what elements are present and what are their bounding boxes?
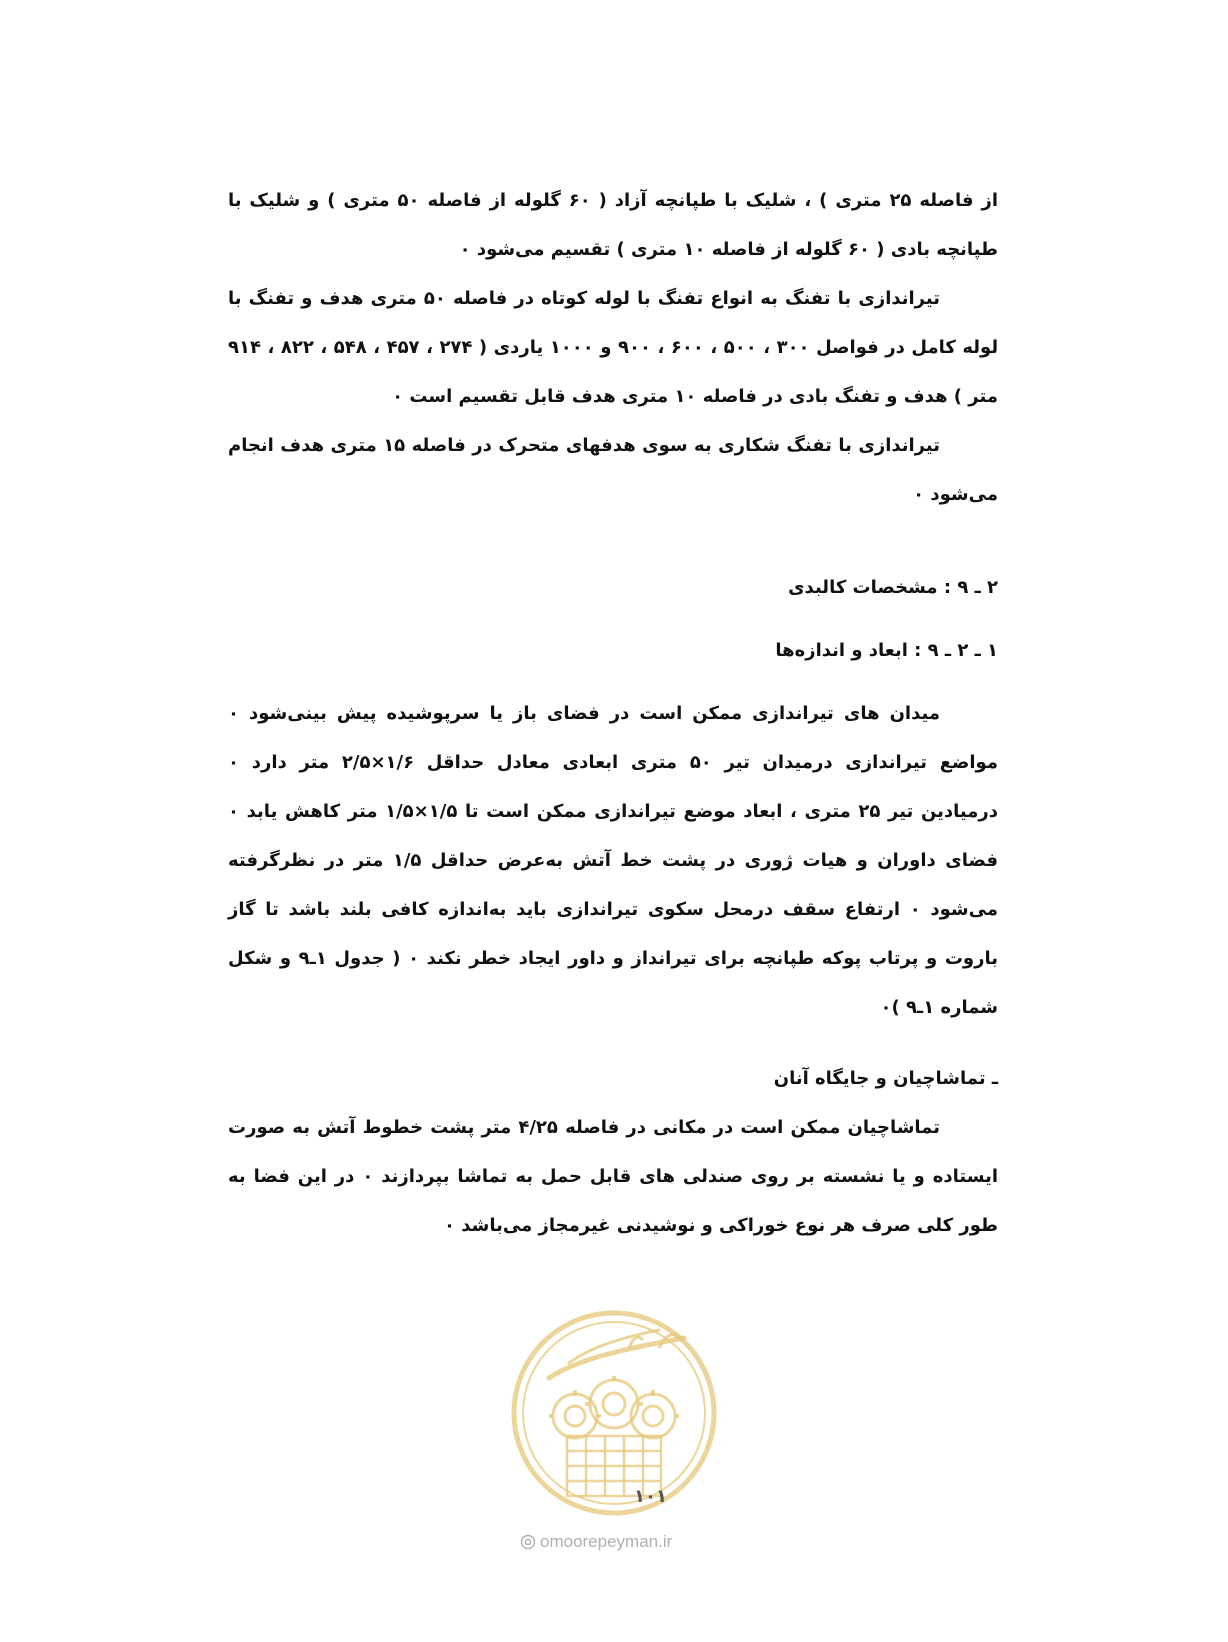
- paragraph-shotgun-shooting: تیراندازی با تفنگ شکاری به سوی هدفهای متحرک در فاصله ۱۵ متری هدف انجام می‌شود ۰: [228, 435, 998, 505]
- seal-logo-icon: [509, 1308, 719, 1518]
- spacer: [228, 675, 998, 689]
- spacer: [228, 612, 998, 626]
- spacer: [228, 1032, 998, 1054]
- watermark-seal-logo: [509, 1308, 719, 1518]
- watermark-url: omoorepeyman.ir: [540, 1532, 673, 1551]
- paragraph-range-dimensions: میدان های تیراندازی ممکن است در فضای باز یا سرپوشیده پیش بینی‌شود ۰ مواضع تیراندازی درمیدان تیر ۵۰ متری ابعادی معادل حداقل ۱/۶×۲/۵ متر دارد ۰ درمیادین تیر ۲۵ متری ، ابعاد موضع تیراندازی ممکن است تا ۱/۵×۱/۵ متر کاهش یابد ۰ فضای داوران و هیات ژوری در پشت خط آتش به‌عرض حداقل ۱/۵ متر در نظرگرفته می‌شود ۰ ارتفاع سقف درمحل سکوی تیراندازی باید به‌اندازه کافی بلند باشد تا گاز باروت و پرتاب پوکه طپانچه برای تیرانداز و داور ایجاد خطر نکند ۰ ( جدول ۱ـ۹ و شکل شماره ۱ـ۹ )۰: [228, 703, 999, 1018]
- paragraph-spectators: تماشاچیان ممکن است در مکانی در فاصله ۴/۲۵ متر پشت خطوط آتش به صورت ایستاده و یا نشسته بر روی صندلی های قابل حمل به تماشا بپردازند ۰ در این فضا به طور کلی صرف هر نوع خوراکی و نوشیدنی غیرمجاز می‌باشد ۰: [228, 1117, 998, 1236]
- page-body: [228, 176, 998, 1250]
- at-sign-icon: [520, 1534, 536, 1550]
- subsection-heading-spectators: ـ تماشاچیان و جایگاه آنان: [773, 1068, 998, 1089]
- spacer: [228, 519, 998, 563]
- paragraph-pistol-shooting: از فاصله ۲۵ متری ) ، شلیک با طپانچه آزاد ( ۶۰ گلوله از فاصله ۵۰ متری ) و شلیک با طپانچه بادی ( ۶۰ گلوله از فاصله ۱۰ متری ) تقسیم می‌شود ۰: [228, 190, 998, 260]
- section-heading-physical-specs: ۲ ـ ۹ : مشخصات کالبدی: [788, 577, 998, 598]
- paragraph-rifle-shooting: تیراندازی با تفنگ به انواع تفنگ با لوله کوتاه در فاصله ۵۰ متری هدف و تفنگ با لوله کامل در فواصل ۳۰۰ ، ۵۰۰ ، ۶۰۰ ، ۹۰۰ و ۱۰۰۰ یاردی ( ۲۷۴ ، ۴۵۷ ، ۵۴۸ ، ۸۲۲ ، ۹۱۴ متر ) هدف و تفنگ بادی در فاصله ۱۰ متری هدف قابل تقسیم است ۰: [228, 288, 999, 407]
- subsection-heading-dimensions: ۱ ـ ۲ ـ ۹ : ابعاد و اندازه‌ها: [775, 640, 998, 661]
- watermark-text: [520, 1532, 672, 1552]
- page-number: ۱۰۱: [634, 1486, 667, 1507]
